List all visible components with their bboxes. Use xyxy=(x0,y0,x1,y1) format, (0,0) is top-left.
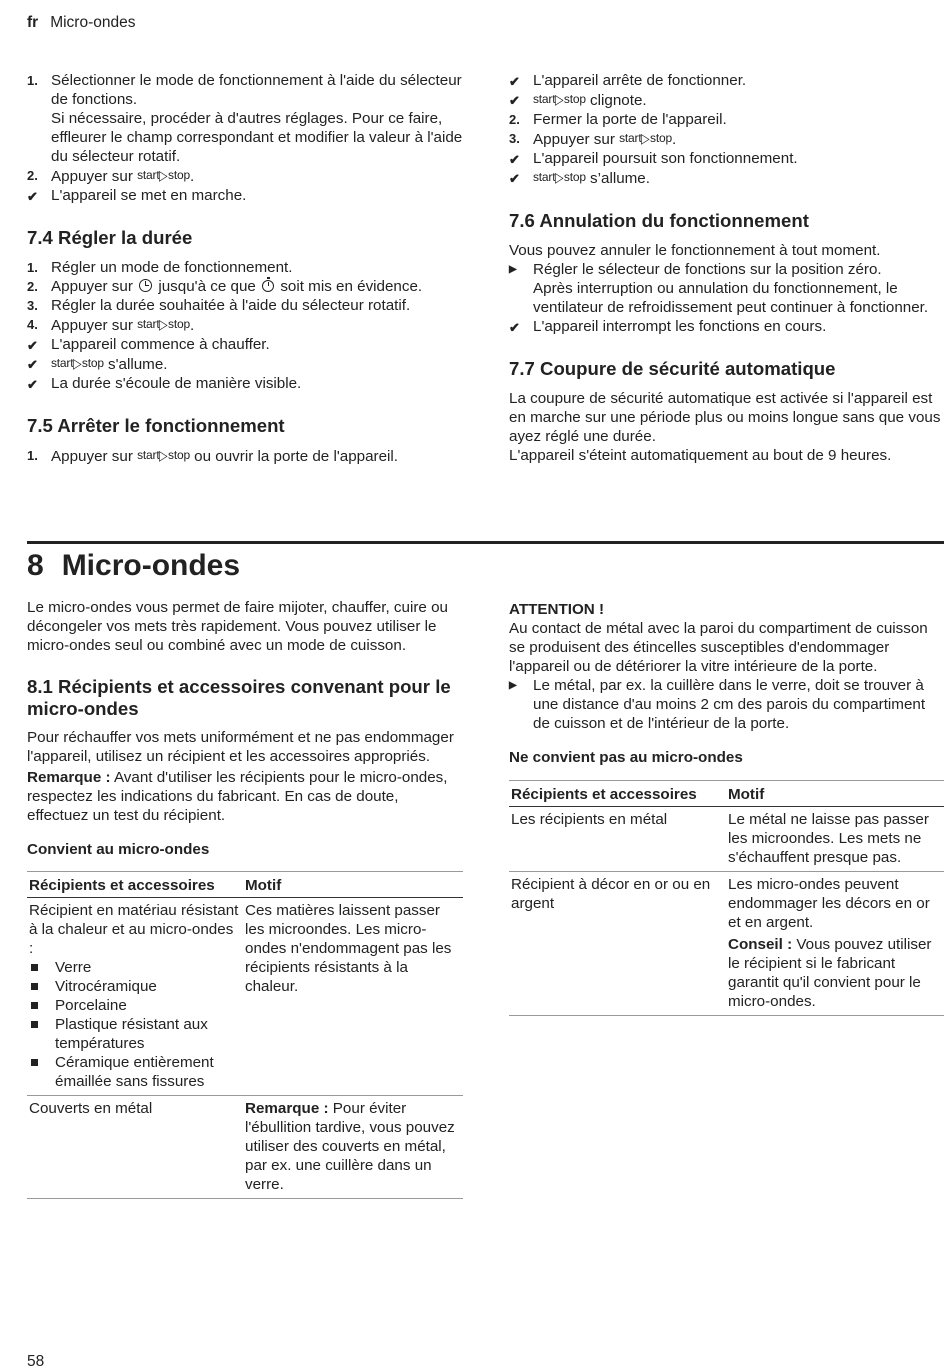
s76-result: ✔ L'appareil interrompt les fonctions en cours. xyxy=(509,318,827,335)
s74-result-1: ✔ L'appareil commence à chauffer. xyxy=(27,336,270,353)
section-7-7-title: 7.7 Coupure de sécurité automatique xyxy=(509,358,836,379)
s74-step-3: 3. Régler la durée souhaitée à l'aide du sélecteur rotatif. xyxy=(27,297,411,314)
ok-table xyxy=(27,871,463,1199)
check-icon: ✔ xyxy=(509,320,520,335)
list-item: Plastique résistant aux températures xyxy=(29,1015,241,1053)
not-ok-heading: Ne convient pas au micro-ondes xyxy=(509,749,743,766)
chapter-rule xyxy=(27,541,944,544)
intro-step-1: 1. Sélectionner le mode de fonctionnement à l'aide du sélecteur de fonctions. xyxy=(27,72,462,108)
intro-step-1b: Si nécessaire, procéder à d'autres réglages. Pour ce faire, effleurer le champ correspondant et modifier la valeur à l'aide du sélecteur rotatif. xyxy=(51,110,463,165)
s74-step-4: 4. Appuyer sur start▷stop. xyxy=(27,316,195,334)
start-stop-icon: start▷stop xyxy=(533,169,586,185)
clock-icon xyxy=(139,279,152,292)
chapter-8-intro: Le micro-ondes vous permet de faire mijoter, chauffer, cuire ou décongeler vos mets très rapidement. Vous pouvez utiliser le micro-ondes seul ou combiné avec un mode de cuisson. xyxy=(27,599,448,654)
rt-result-3: ✔ L'appareil poursuit son fonctionnement. xyxy=(509,150,798,167)
rt-step-2: 2. Fermer la porte de l'appareil. xyxy=(509,111,727,128)
check-icon: ✔ xyxy=(27,377,38,392)
s81-paragraph: Pour réchauffer vos mets uniformément et ne pas endommager l'appareil, utilisez un récipient et les accessoires appropriés. xyxy=(27,729,454,765)
intro-result: ✔ L'appareil se met en marche. xyxy=(27,187,247,204)
not-ok-col-1: Récipients et accessoires xyxy=(509,781,726,807)
attention-paragraph: Au contact de métal avec la paroi du compartiment de cuisson se produisent des étincelles susceptibles d'endommager l'appareil ou de détériorer la vitre intérieure de la porte. xyxy=(509,620,928,675)
table-row: Récipient en matériau résistant à la chaleur et au micro-ondes : Verre Vitrocéramique Porcelaine Plastique résistant aux températures Céramique entièrement émaillée sans fissures Ces matières laissent passer les microondes. Les micro-ondes n'endommagent pas les récipients résistants à la chaleur. xyxy=(27,898,463,1096)
not-ok-col-2: Motif xyxy=(726,781,944,807)
rt-result-2: ✔ start▷stop clignote. xyxy=(509,91,647,109)
page-header xyxy=(27,13,135,32)
ok-col-1: Récipients et accessoires xyxy=(27,872,243,898)
check-icon: ✔ xyxy=(509,74,520,89)
s76-action-1: ▶ Régler le sélecteur de fonctions sur la position zéro. xyxy=(509,261,882,278)
table-row: Récipient à décor en or ou en argent Les micro-ondes peuvent endommager les décors en or et en argent. Conseil : Vous pouvez utiliser le récipient si le fabricant garantit qu'il convient pour le micro-ondes. xyxy=(509,872,944,1016)
section-8-1-title: 8.1 Récipients et accessoires convenant pour le micro-ondes xyxy=(27,676,451,719)
triangle-bullet-icon: ▶ xyxy=(509,264,517,275)
start-stop-icon: start▷stop xyxy=(137,447,190,463)
s76-action-1b: Après interruption ou annulation du fonctionnement, le ventilateur de refroidissement peut continuer à fonctionner. xyxy=(533,280,929,316)
section-7-4-title: 7.4 Régler la durée xyxy=(27,227,193,248)
start-stop-icon: start▷stop xyxy=(137,316,190,332)
section-7-6-title: 7.6 Annulation du fonctionnement xyxy=(509,210,809,231)
ok-col-2: Motif xyxy=(243,872,463,898)
s74-result-2: ✔ start▷stop s'allume. xyxy=(27,355,168,373)
start-stop-icon: start▷stop xyxy=(619,130,672,146)
rt-step-3: 3. Appuyer sur start▷stop. xyxy=(509,130,677,148)
table-row: Les récipients en métal Le métal ne laisse pas passer les microondes. Les mets ne s'échauffent presque pas. xyxy=(509,807,944,872)
check-icon: ✔ xyxy=(509,152,520,167)
right-bottom-column xyxy=(509,600,944,1016)
start-stop-icon: start▷stop xyxy=(533,91,586,107)
start-stop-icon: start▷stop xyxy=(137,167,190,183)
list-item: Porcelaine xyxy=(29,996,241,1015)
timer-icon xyxy=(262,280,274,292)
left-top-column xyxy=(27,71,463,466)
s81-note: Remarque : Avant d'utiliser les récipients pour le micro-ondes, respectez les indications du fabricant. En cas de doute, effectuez un test du récipient. xyxy=(27,769,448,824)
left-bottom-column xyxy=(27,598,463,1199)
list-item: Céramique entièrement émaillée sans fissures xyxy=(29,1053,241,1091)
chapter-8-title: 8 Micro-ondes xyxy=(27,549,241,582)
check-icon: ✔ xyxy=(509,93,520,108)
check-icon: ✔ xyxy=(509,171,520,186)
rt-result-4: ✔ start▷stop s’allume. xyxy=(509,169,650,187)
attention-action: ▶ Le métal, par ex. la cuillère dans le verre, doit se trouver à une distance d'au moins 2 cm des parois du compartiment de cuisson et de l'intérieur de la porte. xyxy=(509,677,926,732)
s74-step-2: 2. Appuyer sur jusqu'à ce que soit mis en évidence. xyxy=(27,278,423,295)
check-icon: ✔ xyxy=(27,357,38,372)
list-item: Vitrocéramique xyxy=(29,977,241,996)
s76-paragraph: Vous pouvez annuler le fonctionnement à tout moment. xyxy=(509,242,881,259)
rt-result-1: ✔ L'appareil arrête de fonctionner. xyxy=(509,72,747,89)
check-icon: ✔ xyxy=(27,338,38,353)
s77-paragraph-1: La coupure de sécurité automatique est activée si l'appareil est en marche sur une période plus ou moins longue sans que vous ayez réglé une durée. xyxy=(509,390,941,445)
attention-label: ATTENTION ! xyxy=(509,601,605,618)
not-ok-table xyxy=(509,780,944,1016)
table-row: Couverts en métal Remarque : Pour éviter l'ébullition tardive, vous pouvez utiliser des couverts en métal, par ex. une cuillère dans un verre. xyxy=(27,1096,463,1199)
intro-step-2: 2. Appuyer sur start▷stop. xyxy=(27,167,195,185)
triangle-bullet-icon: ▶ xyxy=(509,680,517,691)
s75-step-1: 1. Appuyer sur start▷stop ou ouvrir la porte de l'appareil. xyxy=(27,447,399,465)
header-section: Micro-ondes xyxy=(50,14,136,31)
s77-paragraph-2: L'appareil s'éteint automatiquement au bout de 9 heures. xyxy=(509,447,892,464)
start-stop-icon: start▷stop xyxy=(51,355,104,371)
ok-heading: Convient au micro-ondes xyxy=(27,841,210,858)
s74-step-1: 1. Régler un mode de fonctionnement. xyxy=(27,259,293,276)
section-7-5-title: 7.5 Arrêter le fonctionnement xyxy=(27,415,285,436)
list-item: Verre xyxy=(29,958,241,977)
page-number: 58 xyxy=(27,1353,45,1369)
lang-code: fr xyxy=(27,14,39,31)
check-icon: ✔ xyxy=(27,189,38,204)
right-top-column xyxy=(509,71,944,465)
s74-result-3: ✔ La durée s'écoule de manière visible. xyxy=(27,375,302,392)
